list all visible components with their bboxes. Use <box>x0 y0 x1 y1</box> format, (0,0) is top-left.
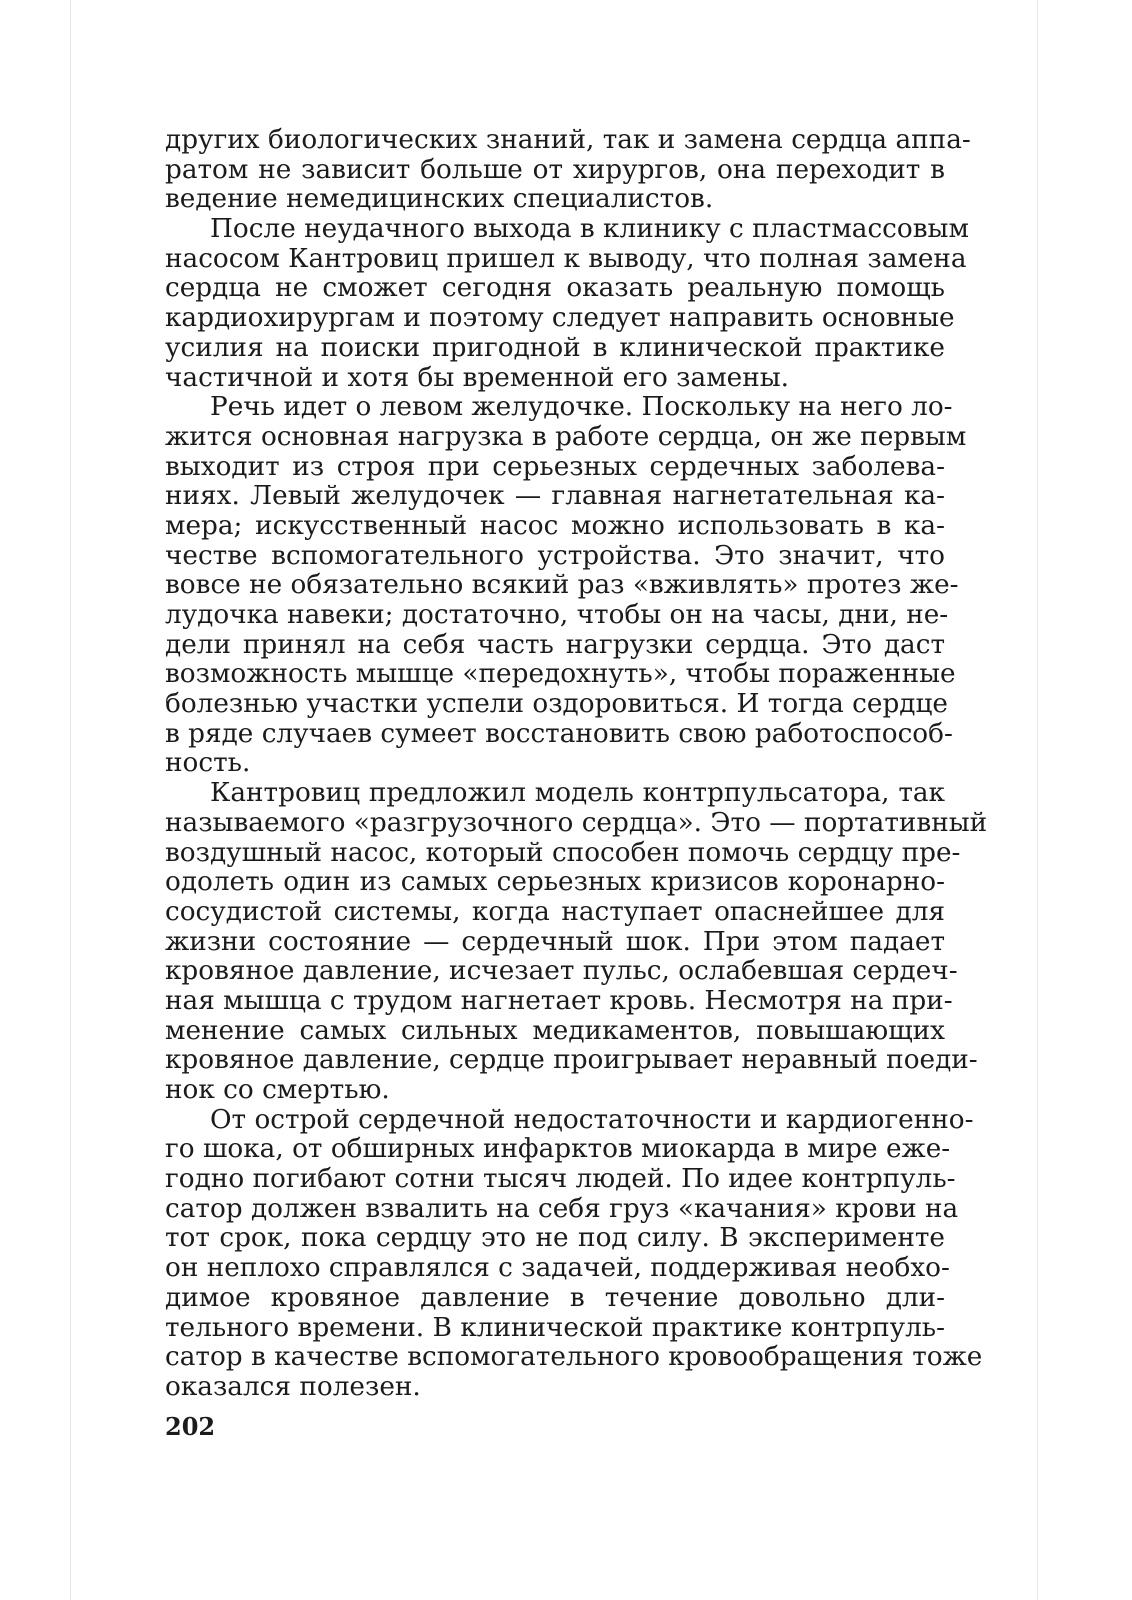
text-line: жится основная нагрузка в работе сердца, он же первым <box>165 421 967 452</box>
text-line: называемого «разгрузочного сердца». Это — портативный <box>165 807 988 838</box>
text-line: нок со смертью. <box>165 1075 390 1105</box>
text-line: кровяное давление, сердце проигрывает неравный поеди- <box>165 1045 978 1076</box>
text-line: лудочка навеки; достаточно, чтобы он на часы, дни, не- <box>165 600 949 630</box>
text-line: он неплохо справлялся с задачей, поддерживая необхо- <box>165 1253 950 1284</box>
text-line: честве вспомогательного устройства. Это значит, что <box>165 540 945 571</box>
text-line: других биологических знаний, так и замена сердца аппа- <box>165 125 971 155</box>
text-line: частичной и хотя бы временной его замены. <box>165 362 790 393</box>
text-line: кровяное давление, исчезает пульс, ослабевшая сердеч- <box>165 956 958 987</box>
text-line: тот срок, пока сердцу это не под силу. В эксперименте <box>165 1223 945 1254</box>
text-line: мера; искусственный насос можно использовать в ка- <box>165 510 945 541</box>
text-line: жизни состояние — сердечный шок. При этом падает <box>165 926 945 957</box>
text-line: сатор в качестве вспомогательного кровообращения тоже <box>165 1342 983 1373</box>
text-line: тельного времени. В клинической практике контрпуль- <box>165 1312 945 1343</box>
text-line: ведение немедицинских специалистов. <box>165 184 714 215</box>
text-line: димое кровяное давление в течение довольно дли- <box>165 1282 945 1313</box>
text-line: дели принял на себя часть нагрузки сердца. Это даст <box>165 629 945 660</box>
text-line: насосом Кантровиц пришел к выводу, что полная замена <box>165 243 967 274</box>
text-line: годно погибают сотни тысяч людей. По идее контрпуль- <box>165 1164 956 1195</box>
text-line: вовсе не обязательно всякий раз «вживлять» протез же- <box>165 570 959 601</box>
text-line: ная мышца с трудом нагнетает кровь. Несмотря на при- <box>165 985 953 1016</box>
text-line: го шока, от обширных инфарктов миокарда в мире еже- <box>165 1134 951 1165</box>
book-page <box>70 0 1038 1600</box>
text-line: одолеть один из самых серьезных кризисов коронарно- <box>165 867 945 898</box>
text-line: Речь идет о левом желудочке. Поскольку на него ло- <box>210 392 953 423</box>
text-line: кардиохирургам и поэтому следует направить основные <box>165 303 955 334</box>
text-line: в ряде случаев сумеет восстановить свою работоспособ- <box>165 718 953 749</box>
text-line: ность. <box>165 748 251 779</box>
text-line: От острой сердечной недостаточности и кардиогенно- <box>210 1104 974 1135</box>
text-line: болезнью участки успели оздоровиться. И тогда сердце <box>165 689 948 720</box>
text-line: После неудачного выхода в клинику с пластмассовым <box>210 214 969 245</box>
body-text <box>165 125 988 1403</box>
text-line: сосудистой системы, когда наступает опаснейшее для <box>165 896 945 927</box>
text-line: сердца не сможет сегодня оказать реальную помощь <box>165 273 945 304</box>
text-line: сатор должен взвалить на себя груз «качания» крови на <box>165 1193 959 1224</box>
text-line: усилия на поиски пригодной в клинической практике <box>165 332 945 363</box>
page-number: 202 <box>165 1412 216 1441</box>
text-line: выходит из строя при серьезных сердечных заболева- <box>165 451 945 482</box>
text-line: ратом не зависит больше от хирургов, она переходит в <box>165 154 945 185</box>
text-line: менение самых сильных медикаментов, повышающих <box>165 1015 945 1046</box>
text-line: Кантровиц предложил модель контрпульсатора, так <box>210 778 945 809</box>
text-line: воздушный насос, который способен помочь сердцу пре- <box>165 837 961 868</box>
text-line: оказался полезен. <box>165 1371 421 1402</box>
text-line: ниях. Левый желудочек — главная нагнетательная ка- <box>165 481 945 512</box>
text-line: возможность мышце «передохнуть», чтобы пораженные <box>165 659 956 690</box>
